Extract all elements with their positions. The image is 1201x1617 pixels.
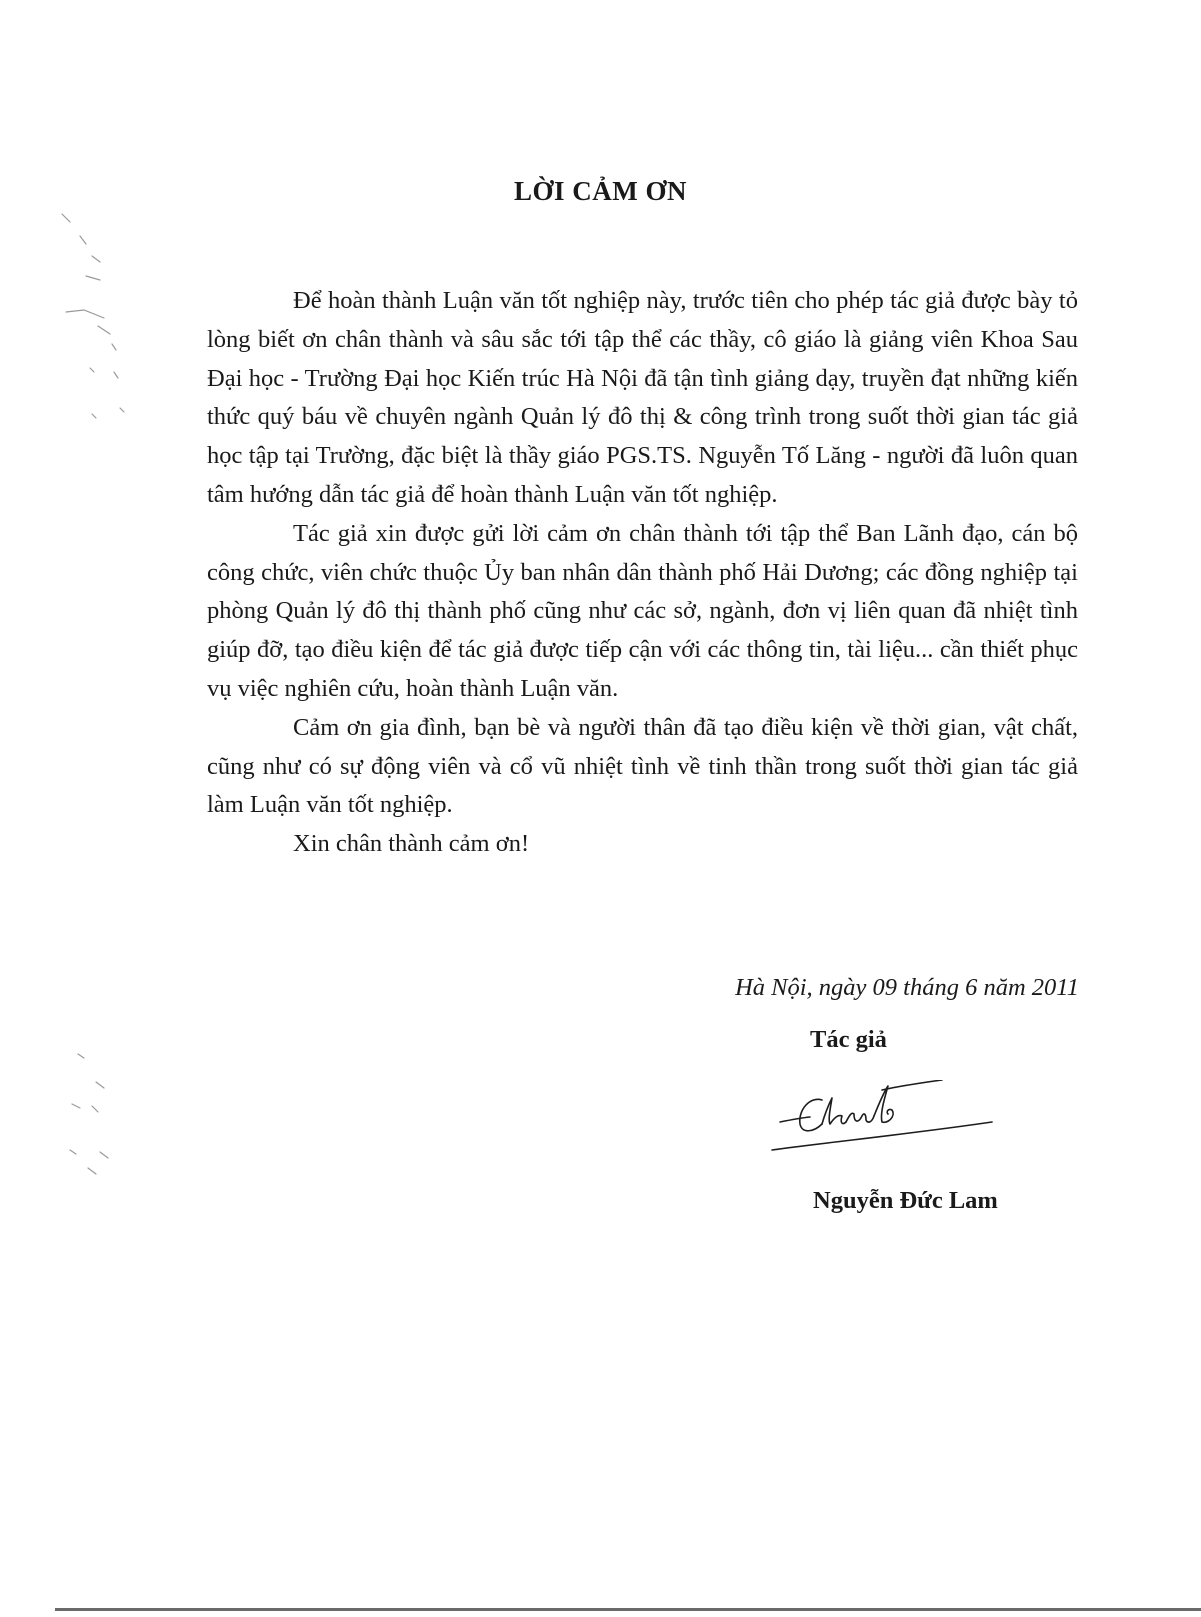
paragraph-3: Cảm ơn gia đình, bạn bè và người thân đã tạo điều kiện về thời gian, vật chất, cũng như có sự động viên và cổ vũ nhiệt tình về tinh thần trong suốt thời gian tác giả làm Luận văn tốt nghiệp. — [207, 713, 1078, 819]
page-title: LỜI CẢM ƠN — [514, 176, 687, 206]
scan-bottom-edge — [55, 1608, 1201, 1611]
author-label: Tác giả — [810, 1026, 887, 1053]
acknowledgement-body — [207, 282, 1078, 864]
author-name: Nguyễn Đức Lam — [813, 1187, 998, 1214]
place-date: Hà Nội, ngày 09 tháng 6 năm 2011 — [735, 974, 1079, 1001]
paragraph-2: Tác giả xin được gửi lời cảm ơn chân thành tới tập thể Ban Lãnh đạo, cán bộ công chức, viên chức thuộc Ủy ban nhân dân thành phố Hải Dương; các đồng nghiệp tại phòng Quản lý đô thị thành phố cũng như các sở, ngành, đơn vị liên quan đã nhiệt tình giúp đỡ, tạo điều kiện để tác giả được tiếp cận với các thông tin, tài liệu... cần thiết phục vụ việc nghiên cứu, hoàn thành Luận văn. — [207, 519, 1078, 702]
paragraph-1: Để hoàn thành Luận văn tốt nghiệp này, trước tiên cho phép tác giả được bày tỏ lòng biết ơn chân thành và sâu sắc tới tập thể các thầy, cô giáo là giảng viên Khoa Sau Đại học - Trường Đại học Kiến trúc Hà Nội đã tận tình giảng dạy, truyền đạt những kiến thức quý báu về chuyên ngành Quản lý đô thị & công trình trong suốt thời gian tác giả học tập tại Trường, đặc biệt là thầy giáo PGS.TS. Nguyễn Tố Lăng - người đã luôn quan tâm hướng dẫn tác giả để hoàn thành Luận văn tốt nghiệp. — [207, 287, 1078, 508]
paragraph-4: Xin chân thành cảm ơn! — [293, 830, 530, 858]
signature-icon — [770, 1080, 1000, 1160]
